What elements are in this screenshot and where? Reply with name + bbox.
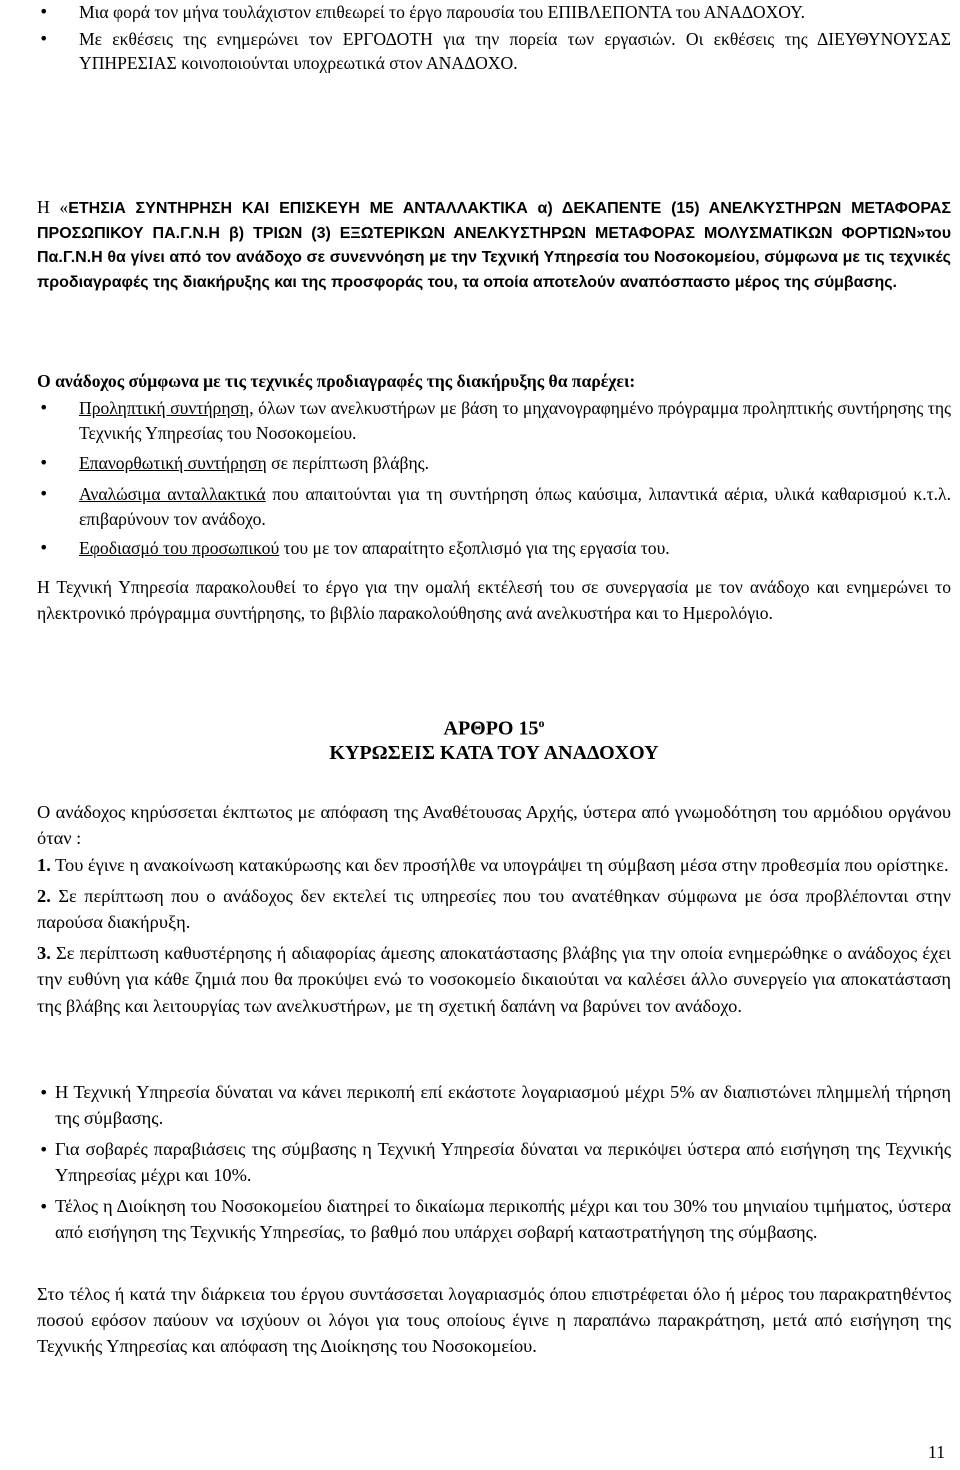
bullet-icon: • bbox=[39, 1197, 49, 1216]
numbered-item: 3. Σε περίπτωση καθυστέρησης ή αδιαφορίας άμεσης αποκατάστασης βλάβης για την οποία ενημερώθηκε ο ανάδοχος έχει την ευθύνη για κάθε ζημιά που θα προκύψει ενώ το νοσοκομείο δικαιούται να καλέσει άλλο συνεργείο για αποκατάσταση της βλάβης και λειτουργίας των ανελκυστήρων, με τη σχετική δαπάνη να βαρύνει τον ανάδοχο. bbox=[37, 943, 951, 1016]
tech-service-paragraph: Η Τεχνική Υπηρεσία παρακολουθεί το έργο για την ομαλή εκτέλεσή του σε συνεργασία με τον ανάδοχο και ενημερώνει το ηλεκτρονικό πρόγραμμα συντήρησης, το βιβλίο παρακολούθησης ανά ανελκυστήρα και το Ημερολόγιο. bbox=[37, 577, 951, 623]
list-item: • Αναλώσιμα ανταλλακτικά που απαιτούνται για τη συντήρηση όπως καύσιμα, λιπαντικά αέρια, υλικά καθαρισμού κ.τ.λ. επιβαρύνουν τον ανάδοχο. bbox=[37, 482, 951, 531]
article-subtitle: ΚΥΡΩΣΕΙΣ ΚΑΤΑ ΤΟΥ ΑΝΑΔΟΧΟΥ bbox=[329, 742, 659, 764]
maintenance-paragraph: Η «ΕΤΗΣΙΑ ΣΥΝΤΗΡΗΣΗ ΚΑΙ ΕΠΙΣΚΕΥΗ ΜΕ ΑΝΤΑΛΛΑΚΤΙΚΑ α) ΔΕΚΑΠΕΝΤΕ (15) ΑΝΕΛΚΥΣΤΗΡΩΝ ΜΕΤΑΦΟΡΑΣ ΠΡΟΣΩΠΙΚΟΥ ΠΑ.Γ.Ν.Η β) ΤΡΙΩΝ (3) ΕΞΩΤΕΡΙΚΩΝ ΑΝΕΛΚΥΣΤΗΡΩΝ ΜΕΤΑΦΟΡΑΣ ΜΟΛΥΣΜΑΤΙΚΩΝ ΦΟΡΤΙΩΝ»του Πα.Γ.Ν.Η θα γίνει από τον ανάδοχο σε συνεννόηση με την Τεχνική Υπηρεσία του Νοσοκομείου, σύμφωνα με τις τεχνικές προδιαγραφές της διακήρυξης και της προσφοράς του, τα οποία αποτελούν αναπόσπαστο μέρος της σύμβασης. bbox=[37, 197, 952, 291]
list-item: • Προληπτική συντήρηση, όλων των ανελκυστήρων με βάση το μηχανογραφημένο πρόγραμμα προληπτικής συντήρησης της Τεχνικής Υπηρεσίας του Νοσοκομείου. bbox=[37, 396, 951, 445]
list-item: • Για σοβαρές παραβιάσεις της σύμβασης η Τεχνική Υπηρεσία δύναται να περικόψει ύστερα από εισήγηση της Τεχνικής Υπηρεσίας μέχρι και 10%. bbox=[39, 1139, 951, 1185]
list-item: • Μια φορά τον μήνα τουλάχιστον επιθεωρεί το έργο παρουσία του ΕΠΙΒΛΕΠΟΝΤΑ του ΑΝΑΔΟΧΟΥ. bbox=[37, 0, 951, 25]
list-item: • Εφοδιασμό του προσωπικού του με τον απαραίτητο εξοπλισμό για της εργασία του. bbox=[37, 536, 951, 561]
numbered-item: 2. Σε περίπτωση που ο ανάδοχος δεν εκτελεί τις υπηρεσίες που του ανατέθηκαν σύμφωνα με όσα προβλέπονται στην παρούσα διακήρυξη. bbox=[37, 886, 951, 932]
numbered-item: 1. Του έγινε η ανακοίνωση κατακύρωσης και δεν προσήλθε να υπογράψει τη σύμβαση μέσα στην προθεσμία που ορίστηκε. bbox=[37, 855, 949, 875]
numbered-list bbox=[37, 852, 951, 1019]
list-item: • Με εκθέσεις της ενημερώνει τον ΕΡΓΟΔΟΤΗ για την πορεία των εργασιών. Οι εκθέσεις της ΔΙΕΥΘΥΝΟΥΣΑΣ ΥΠΗΡΕΣΙΑΣ κοινοποιούνται υποχρεωτικά στον ΑΝΑΔΟΧΟ. bbox=[37, 27, 951, 76]
penalty-list bbox=[37, 1080, 951, 1245]
top-bullet-list bbox=[37, 0, 951, 76]
bullet-icon: • bbox=[39, 1083, 49, 1102]
list-item: • Η Τεχνική Υπηρεσία δύναται να κάνει περικοπή επί εκάστοτε λογαριασμού μέχρι 5% αν διαπιστώνει πλημμελή τήρηση της σύμβασης. bbox=[39, 1082, 951, 1128]
article-title: ΑΡΘΡΟ $15^o$ bbox=[443, 716, 545, 740]
provides-heading: Ο ανάδοχος σύμφωνα με τις τεχνικές προδιαγραφές της διακήρυξης θα παρέχει: bbox=[37, 371, 636, 391]
final-paragraph: Στο τέλος ή κατά την διάρκεια του έργου συντάσσεται λογαριασμός όπου επιστρέφεται όλο ή μέρος του παρακρατηθέντος ποσού εφόσον παύουν να ισχύουν οι λόγοι για τους οποίους έγινε η παραπάνω παρακράτηση, μετά από εισήγηση της Τεχνικής Υπηρεσίας και απόφαση της Διοίκησης του Νοσοκομείου. bbox=[37, 1284, 951, 1356]
list-item: • Τέλος η Διοίκηση του Νοσοκομείου διατηρεί το δικαίωμα περικοπής μέχρι και του 30% του μηνιαίου τιμήματος, ύστερα από εισήγηση της Τεχνικής Υπηρεσίας, το βαθμό που υπάρχει σοβαρή καταστρατήγηση της σύμβασης. bbox=[39, 1196, 951, 1242]
bullet-icon: • bbox=[39, 1140, 49, 1159]
maintenance-bold-text: ΕΤΗΣΙΑ ΣΥΝΤΗΡΗΣΗ ΚΑΙ ΕΠΙΣΚΕΥΗ ΜΕ ΑΝΤΑΛΛΑΚΤΙΚΑ α) ΔΕΚΑΠΕΝΤΕ (15) ΑΝΕΛΚΥΣΤΗΡΩΝ ΜΕΤΑΦΟΡΑΣ ΠΡΟΣΩΠΙΚΟΥ ΠΑ.Γ.Ν.Η β) ΤΡΙΩΝ (3) ΕΞΩΤΕΡΙΚΩΝ ΑΝΕΛΚΥΣΤΗΡΩΝ ΜΕΤΑΦΟΡΑΣ ΜΟΛΥΣΜΑΤΙΚΩΝ ΦΟΡΤΙΩΝ»του Πα.Γ.Ν.Η θα γίνει από τον ανάδοχο σε συνεννόηση με την Τεχνική Υπηρεσία του Νοσοκομείου, σύμφωνα με τις τεχνικές προδιαγραφές της διακήρυξης και της προσφοράς του, τα οποία αποτελούν αναπόσπαστο μέρος της σύμβασης. bbox=[37, 200, 952, 291]
page-number: 11 bbox=[928, 1442, 945, 1462]
provides-list bbox=[37, 396, 951, 560]
intro-paragraph: Ο ανάδοχος κηρύσσεται έκπτωτος με απόφαση της Αναθέτουσας Αρχής, ύστερα από γνωμοδότηση του αρμόδιου οργάνου όταν : bbox=[37, 802, 951, 848]
list-item: • Επανορθωτική συντήρηση σε περίπτωση βλάβης. bbox=[37, 451, 951, 476]
